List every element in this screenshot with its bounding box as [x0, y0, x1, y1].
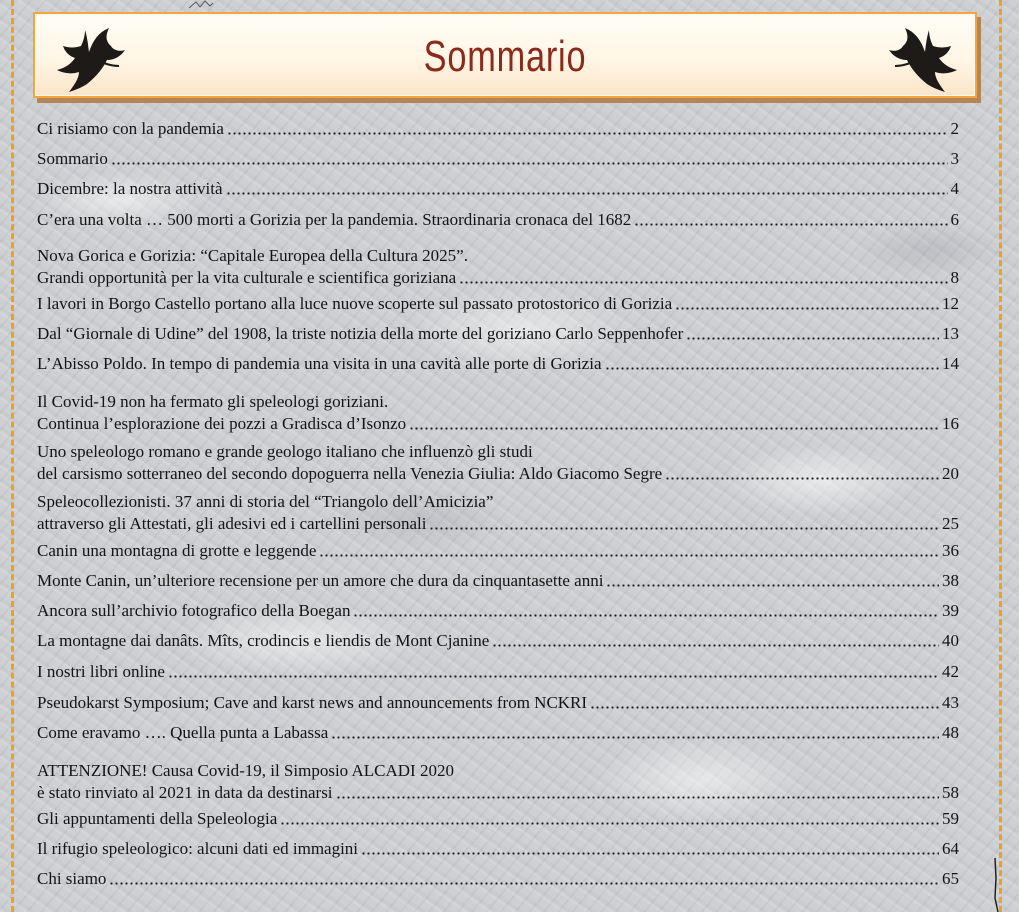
toc-page-number: 38 — [942, 571, 959, 590]
toc-page-number: 14 — [942, 354, 959, 373]
toc-entry[interactable] — [37, 293, 959, 315]
toc-entry[interactable] — [37, 148, 959, 170]
toc-entry[interactable] — [37, 540, 959, 562]
toc-entry-title: Ci risiamo con la pandemia — [37, 119, 224, 138]
toc-entry[interactable] — [37, 178, 959, 200]
toc-page-number: 39 — [942, 601, 959, 620]
toc-entry[interactable] — [37, 353, 959, 375]
toc-page-number: 12 — [942, 294, 959, 313]
toc-entry-title: è stato rinviato al 2021 in data da destinarsi — [37, 783, 333, 802]
toc-page-number: 43 — [942, 693, 959, 712]
page-title: Sommario — [423, 32, 587, 81]
toc-page-number: 2 — [950, 119, 959, 138]
dot-leader — [319, 544, 939, 558]
toc-entry-title: Nova Gorica e Gorizia: “Capitale Europea della Cultura 2025”. — [37, 246, 468, 265]
toc-page-number: 16 — [942, 414, 959, 433]
toc-entry-title: Uno speleologo romano e grande geologo italiano che influenzò gli studi — [37, 442, 533, 461]
dot-leader — [605, 357, 940, 371]
toc-entry[interactable] — [37, 570, 959, 592]
toc-page-number: 13 — [942, 324, 959, 343]
right-dashed-border — [999, 0, 1002, 912]
toc-entry[interactable] — [37, 868, 959, 890]
toc-page-number: 8 — [950, 268, 959, 287]
toc-entry-title: Monte Canin, un’ulteriore recensione per un amore che dura da cinquantasette anni — [37, 571, 604, 590]
toc-page-number: 6 — [950, 210, 959, 229]
dot-leader — [606, 574, 939, 588]
toc-entry-title: Dal “Giornale di Udine” del 1908, la triste notizia della morte del goriziano Carlo Seppenhofer — [37, 324, 684, 343]
dot-leader — [634, 213, 947, 227]
toc-entry[interactable] — [37, 391, 959, 435]
scribble-icon — [188, 0, 214, 10]
toc-entry[interactable] — [37, 630, 959, 652]
dot-leader — [227, 122, 948, 136]
toc-entry-title: Continua l’esplorazione dei pozzi a Gradisca d’Isonzo — [37, 414, 407, 433]
toc-entry-title: del carsismo sotterraneo del secondo dopoguerra nella Venezia Giulia: Aldo Giacomo Segre — [37, 464, 663, 483]
toc-page-number: 3 — [950, 149, 959, 168]
dot-leader — [361, 842, 939, 856]
toc-entry-title: La montagne dai danâts. Mîts, crodincis e liendis de Mont Cjanine — [37, 631, 490, 650]
toc-page-number: 42 — [942, 662, 959, 681]
toc-entry[interactable] — [37, 209, 959, 231]
toc-page-number: 20 — [942, 464, 959, 483]
dot-leader — [429, 517, 939, 531]
toc-entry-title: I lavori in Borgo Castello portano alla luce nuove scoperte sul passato protostorico di Gorizia — [37, 294, 673, 313]
toc-entry[interactable] — [37, 692, 959, 714]
dot-leader — [168, 665, 939, 679]
dot-leader — [280, 812, 939, 826]
toc-page-number: 40 — [942, 631, 959, 650]
dot-leader — [665, 467, 939, 481]
dot-leader — [409, 417, 939, 431]
dot-leader — [492, 634, 939, 648]
toc-entry-title: Gli appuntamenti della Speleologia — [37, 809, 278, 828]
toc-entry[interactable] — [37, 808, 959, 830]
header-banner — [33, 12, 977, 98]
toc-page-number: 25 — [942, 514, 959, 533]
toc-entry-title: Canin una montagna di grotte e leggende — [37, 541, 317, 560]
dot-leader — [590, 696, 939, 710]
toc-entry[interactable] — [37, 245, 959, 289]
toc-entry[interactable] — [37, 491, 959, 535]
toc-entry-title: Il rifugio speleologico: alcuni dati ed immagini — [37, 839, 359, 858]
toc-page-number: 65 — [942, 869, 959, 888]
toc-entry-title: attraverso gli Attestati, gli adesivi ed i cartellini personali — [37, 514, 427, 533]
toc-entry-title: Speleocollezionisti. 37 anni di storia del “Triangolo dell’Amicizia” — [37, 492, 494, 511]
toc-entry[interactable] — [37, 323, 959, 345]
bat-icon — [49, 22, 127, 94]
toc-page-number: 59 — [942, 809, 959, 828]
toc-entry[interactable] — [37, 600, 959, 622]
bat-icon — [887, 22, 965, 94]
toc-page-number: 36 — [942, 541, 959, 560]
toc-entry-title: Come eravamo …. Quella punta a Labassa — [37, 723, 329, 742]
dot-leader — [109, 872, 939, 886]
toc-entry-title: Grandi opportunità per la vita culturale e scientifica goriziana — [37, 268, 457, 287]
toc-entry[interactable] — [37, 722, 959, 744]
toc-entry-title: Dicembre: la nostra attività — [37, 179, 223, 198]
dot-leader — [111, 152, 948, 166]
toc-entry-title: Il Covid-19 non ha fermato gli speleologi goriziani. — [37, 392, 389, 411]
toc-page-number: 58 — [942, 783, 959, 802]
toc-entry-title: Pseudokarst Symposium; Cave and karst news and announcements from NCKRI — [37, 693, 588, 712]
dot-leader — [459, 271, 947, 285]
toc-page-number: 48 — [942, 723, 959, 742]
dot-leader — [686, 327, 939, 341]
toc-entry[interactable] — [37, 838, 959, 860]
dot-leader — [353, 604, 939, 618]
toc-entry[interactable] — [37, 441, 959, 485]
dot-leader — [675, 297, 939, 311]
toc-entry[interactable] — [37, 661, 959, 683]
toc-entry-title: C’era una volta … 500 morti a Gorizia per la pandemia. Straordinaria cronaca del 1682 — [37, 210, 632, 229]
dot-leader — [331, 726, 939, 740]
toc-page-number: 64 — [942, 839, 959, 858]
dot-leader — [336, 786, 939, 800]
toc-entry-title: Ancora sull’archivio fotografico della Boegan — [37, 601, 351, 620]
dot-leader — [226, 182, 948, 196]
toc-entry-title: L’Abisso Poldo. In tempo di pandemia una visita in una cavità alle porte di Gorizia — [37, 354, 602, 373]
toc-page-number: 4 — [950, 179, 959, 198]
pencil-mark-icon — [992, 858, 1002, 912]
toc-entry[interactable] — [37, 118, 959, 140]
toc-entry-title: I nostri libri online — [37, 662, 165, 681]
left-dashed-border — [11, 0, 14, 912]
toc-entry-title: ATTENZIONE! Causa Covid-19, il Simposio ALCADI 2020 — [37, 761, 454, 780]
toc-entry[interactable] — [37, 760, 959, 804]
toc-entry-title: Chi siamo — [37, 869, 107, 888]
toc-entry-title: Sommario — [37, 149, 108, 168]
